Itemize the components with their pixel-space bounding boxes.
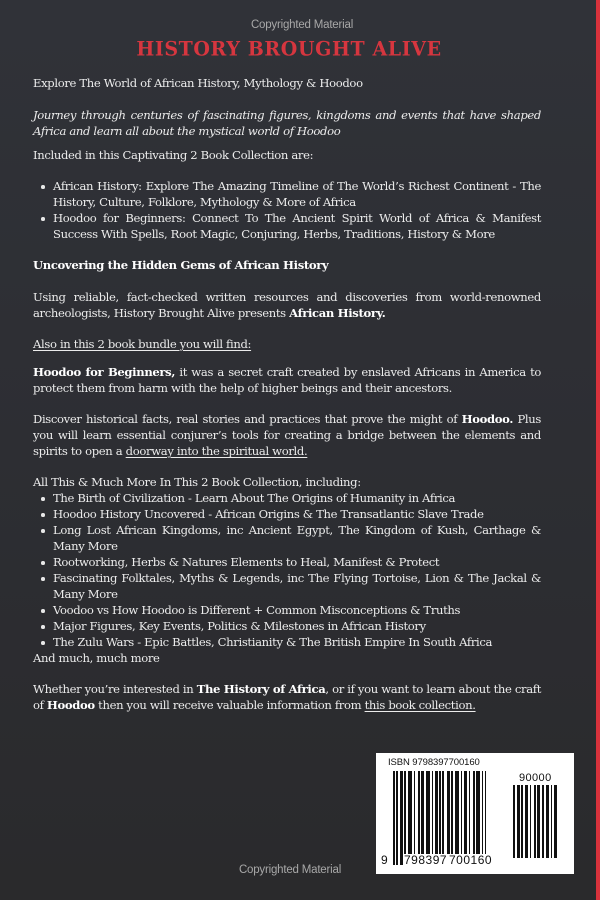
discover-text-2: Plus you will learn essential conjurer’s tools for creating a bridge between the elements and spirits to open a bbox=[33, 412, 541, 458]
much-more-text: And much, much more bbox=[33, 651, 160, 665]
price-addon-label: 90000 bbox=[519, 772, 552, 784]
copyright-watermark-top: Copyrighted Material bbox=[250, 19, 354, 31]
subtitle: Explore The World of African History, Mythology & Hoodoo bbox=[33, 76, 363, 90]
section-heading bbox=[33, 257, 541, 273]
using-paragraph bbox=[33, 289, 541, 321]
closing-text-1: Whether you’re interested in bbox=[33, 682, 197, 696]
copyright-watermark-bottom: Copyrighted Material bbox=[238, 864, 342, 876]
included-list bbox=[33, 178, 541, 242]
list-item: Major Figures, Key Events, Politics & Milestones in African History bbox=[33, 618, 541, 634]
all-this-heading: All This & Much More In This 2 Book Collection, including: bbox=[33, 475, 361, 489]
barcode-bars-main bbox=[393, 771, 505, 865]
closing-underline: this book collection. bbox=[364, 698, 476, 712]
list-item: Hoodoo for Beginners: Connect To The Ancient Spirit World of Africa & Manifest Success With Spells, Root Magic, Conjuring, Herbs, Traditions, History & More bbox=[33, 210, 541, 242]
using-text: Using reliable, fact-checked written resources and discoveries from world-renowned archeologists, History Brought Alive presents bbox=[33, 290, 541, 320]
barcode-digits-group-1: 798397 bbox=[404, 853, 448, 867]
hoodoo-text: it was a secret craft created by enslaved Africans in America to protect them from harm with the help of higher beings and their ancestors. bbox=[33, 365, 542, 395]
list-item: The Birth of Civilization - Learn About The Origins of Humanity in Africa bbox=[33, 490, 541, 506]
using-bold: African History. bbox=[289, 306, 386, 320]
isbn-barcode bbox=[376, 753, 574, 874]
cover-edge-red-strip bbox=[596, 0, 600, 900]
section-heading-text: Uncovering the Hidden Gems of African History bbox=[33, 258, 329, 272]
list-item: Hoodoo History Uncovered - African Origins & The Transatlantic Slave Trade bbox=[33, 506, 541, 522]
also-heading-text: Also in this 2 book bundle you will find: bbox=[33, 337, 252, 351]
hoodoo-paragraph bbox=[33, 364, 541, 396]
closing-bold-2: Hoodoo bbox=[46, 698, 95, 712]
list-item: Long Lost African Kingdoms, inc Ancient Egypt, The Kingdom of Kush, Carthage & Many More bbox=[33, 522, 541, 554]
back-cover-text bbox=[33, 75, 541, 713]
closing-text-3: then you will receive valuable information from bbox=[94, 698, 365, 712]
isbn-label: ISBN 9798397700160 bbox=[388, 757, 480, 768]
closing-text-2: , or if you want to learn about the craft of bbox=[33, 682, 542, 712]
included-heading: Included in this Captivating 2 Book Collection are: bbox=[33, 148, 314, 162]
features-list bbox=[33, 490, 541, 650]
hoodoo-bold: Hoodoo for Beginners, bbox=[33, 365, 176, 379]
discover-paragraph bbox=[33, 411, 541, 459]
barcode-bars-addon bbox=[513, 785, 571, 858]
discover-underline: doorway into the spiritual world. bbox=[125, 444, 308, 458]
also-heading bbox=[33, 336, 541, 352]
list-item: The Zulu Wars - Epic Battles, Christianity & The British Empire In South Africa bbox=[33, 634, 541, 650]
closing-paragraph bbox=[33, 681, 541, 713]
closing-bold-1: The History of Africa bbox=[196, 682, 326, 696]
barcode-digit-first: 9 bbox=[381, 853, 389, 867]
list-item: Rootworking, Herbs & Natures Elements to Heal, Manifest & Protect bbox=[33, 554, 541, 570]
discover-bold: Hoodoo. bbox=[461, 412, 514, 426]
list-item: Voodoo vs How Hoodoo is Different + Common Misconceptions & Truths bbox=[33, 602, 541, 618]
discover-text-1: Discover historical facts, real stories and practices that prove the might of bbox=[33, 412, 462, 426]
list-item: Fascinating Folktales, Myths & Legends, inc The Flying Tortoise, Lion & The Jackal & Many More bbox=[33, 570, 541, 602]
barcode-digits-group-2: 700160 bbox=[449, 853, 493, 867]
publisher-title: HISTORY BROUGHT ALIVE bbox=[136, 37, 442, 61]
intro-paragraph: Journey through centuries of fascinating figures, kingdoms and events that have shaped Africa and learn all about the mystical world of Hoodoo bbox=[33, 108, 541, 138]
list-item: African History: Explore The Amazing Timeline of The World’s Richest Continent - The History, Culture, Folklore, Mythology & More of Africa bbox=[33, 178, 541, 210]
